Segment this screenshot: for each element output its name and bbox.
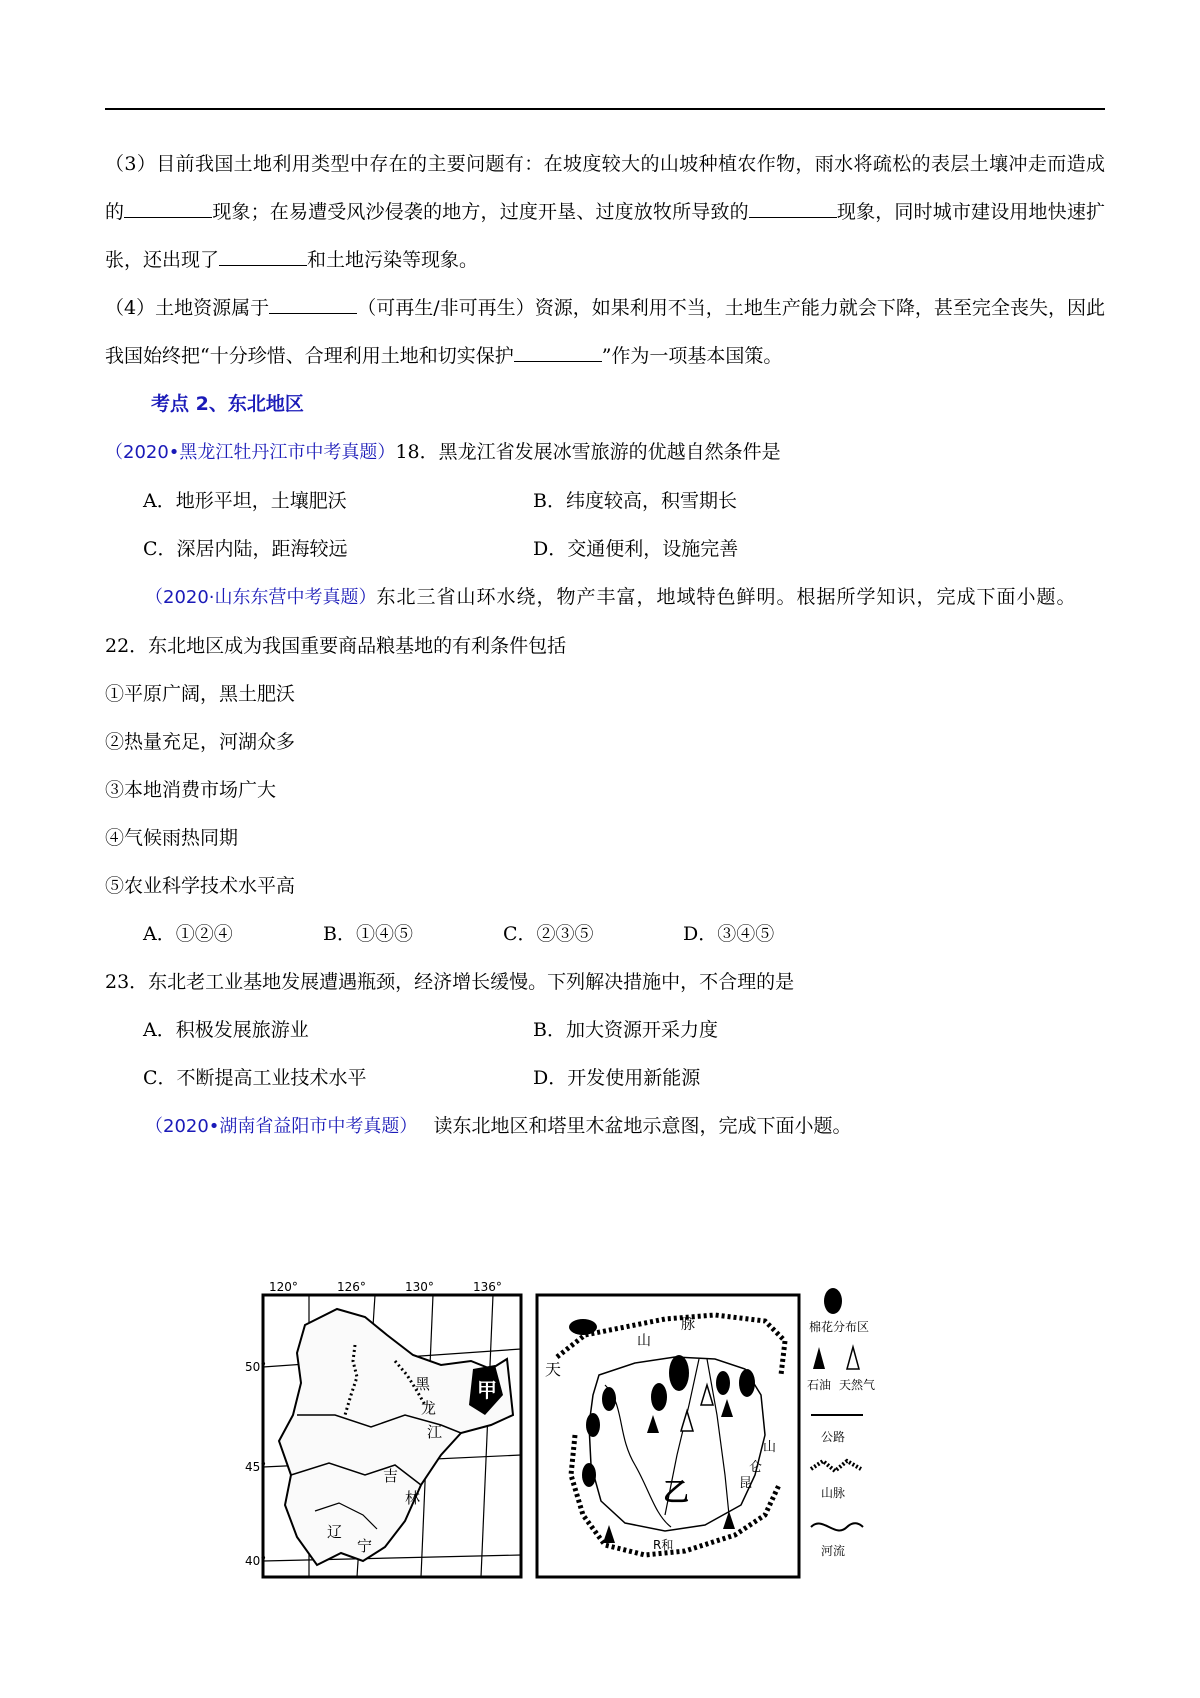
map-label: 林 — [405, 1489, 421, 1507]
map-figure — [245, 1265, 965, 1585]
cotton-area — [602, 1387, 616, 1411]
option-d[interactable]: D．③④⑤ — [683, 923, 775, 945]
map-label: 龙 — [421, 1399, 437, 1417]
question-23-stem: 23．东北老工业基地发展遭遇瓶颈，经济增长缓慢。下列解决措施中，不合理的是 — [105, 971, 795, 993]
question-23-options — [105, 1006, 1105, 1054]
question-18-stem — [105, 428, 1105, 477]
condition-item: ③本地消费市场广大 — [105, 779, 277, 801]
group-maps-intro — [105, 1102, 1105, 1151]
option-a[interactable]: A．①②④ — [143, 923, 233, 945]
map-label: 宁 — [357, 1537, 373, 1555]
option-d[interactable]: D．开发使用新能源 — [533, 1067, 701, 1089]
lat-label: 40° — [245, 1554, 267, 1568]
group-intro-text: 读东北地区和塔里木盆地示意图，完成下面小题。 — [433, 1115, 852, 1137]
question-23-options — [105, 1054, 1105, 1102]
legend-label: 石油 — [807, 1378, 832, 1392]
lat-label: 45° — [245, 1460, 267, 1474]
northeast-map — [245, 1280, 521, 1577]
lon-label: 130° — [405, 1280, 434, 1294]
river-legend-icon — [811, 1523, 863, 1530]
option-c[interactable]: C．不断提高工业技术水平 — [143, 1067, 367, 1089]
mountain-legend-icon — [811, 1461, 861, 1471]
answer-blank[interactable] — [514, 361, 602, 362]
option-b[interactable]: B．加大资源开采力度 — [533, 1019, 718, 1041]
map-legend — [807, 1288, 875, 1558]
q3-text-4: 和土地污染等现象。 — [307, 249, 479, 271]
cotton-area — [739, 1369, 755, 1397]
section-heading: 考点 2、东北地区 — [151, 393, 304, 415]
option-c[interactable]: C．深居内陆，距海较远 — [143, 538, 348, 560]
question-22-options — [105, 910, 1105, 958]
question-source: （2020•湖南省益阳市中考真题） — [145, 1116, 418, 1137]
gas-legend-icon — [847, 1347, 859, 1369]
cotton-legend-icon — [824, 1288, 842, 1314]
answer-blank[interactable] — [219, 265, 307, 266]
question-22-stem: 22．东北地区成为我国重要商品粮基地的有利条件包括 — [105, 635, 567, 657]
lon-label: 136° — [473, 1280, 502, 1294]
option-d[interactable]: D．交通便利，设施完善 — [533, 538, 739, 560]
question-source: （2020•黑龙江牡丹江市中考真题） — [105, 442, 396, 463]
option-a[interactable]: A．积极发展旅游业 — [143, 1019, 309, 1041]
legend-label: 天然气 — [839, 1378, 876, 1392]
map-label: 吉 — [383, 1467, 399, 1485]
condition-item: ④气候雨热同期 — [105, 827, 239, 849]
question-4 — [105, 284, 1105, 380]
answer-blank[interactable] — [749, 217, 837, 218]
group-intro-text: 东北三省山环水绕，物产丰富，地域特色鲜明。根据所学知识，完成下面小题。 — [376, 586, 1077, 608]
map-label: 辽 — [327, 1523, 343, 1541]
tarim-map — [537, 1295, 799, 1577]
lon-label: 120° — [269, 1280, 298, 1294]
top-rule — [105, 108, 1105, 110]
map-label: 山 — [637, 1333, 651, 1349]
question-3 — [105, 140, 1105, 284]
cotton-area — [582, 1463, 596, 1487]
map-label: 脉 — [681, 1317, 695, 1333]
cotton-area — [716, 1371, 730, 1395]
option-b[interactable]: B．①④⑤ — [323, 923, 413, 945]
question-18-options — [105, 477, 1105, 525]
map-label: 仑 — [749, 1460, 763, 1475]
q4-text-1: （4）土地资源属于 — [105, 297, 270, 319]
option-c[interactable]: C．②③⑤ — [503, 923, 594, 945]
q4-text-2: （可再生/非可再生）资源，如果利用不当，土地生产能力就会下降，甚至完全丧失，因此我国始终把“十分珍惜、合理利用土地和切实保护 — [105, 297, 1105, 367]
map-label-yi: 乙 — [663, 1478, 690, 1508]
answer-blank[interactable] — [269, 313, 357, 314]
map-label: 昆 — [739, 1476, 753, 1491]
page-content — [105, 140, 1105, 1151]
option-b[interactable]: B．纬度较高，积雪期长 — [533, 490, 737, 512]
legend-label: 河流 — [821, 1544, 846, 1558]
map-label: 江 — [427, 1423, 443, 1441]
question-18-options — [105, 525, 1105, 573]
condition-item: ②热量充足，河湖众多 — [105, 731, 296, 753]
cotton-area — [651, 1383, 667, 1411]
group-22-intro — [105, 573, 1105, 622]
lon-label: 126° — [337, 1280, 366, 1294]
cotton-area — [586, 1413, 600, 1437]
q3-text-2: 现象；在易遭受风沙侵袭的地方，过度开垦、过度放牧所导致的 — [212, 201, 749, 223]
answer-blank[interactable] — [124, 217, 212, 218]
question-text: 18．黑龙江省发展冰雪旅游的优越自然条件是 — [395, 441, 781, 463]
map-label: 天 — [545, 1360, 562, 1379]
oil-legend-icon — [813, 1347, 825, 1369]
lat-label: 50° — [245, 1360, 267, 1374]
map-label: R和 — [653, 1538, 674, 1552]
cotton-area — [669, 1355, 689, 1391]
map-label: 黑 — [415, 1375, 431, 1393]
map-label: 山 — [763, 1440, 777, 1455]
question-source: （2020·山东东营中考真题） — [145, 587, 377, 608]
q4-text-3: ”作为一项基本国策。 — [601, 345, 783, 367]
map-label-jia: 甲 — [477, 1378, 497, 1402]
legend-label: 山脉 — [821, 1486, 846, 1500]
legend-label: 棉花分布区 — [809, 1320, 870, 1334]
condition-item: ⑤农业科学技术水平高 — [105, 875, 296, 897]
q3-text-3: 现象，同时城市建设用地快速扩张，还出现了 — [105, 201, 1105, 271]
map-svg — [245, 1265, 965, 1585]
option-a[interactable]: A．地形平坦，土壤肥沃 — [143, 490, 347, 512]
q3-text-1: （3）目前我国土地利用类型中存在的主要问题有：在坡度较大的山坡种植农作物，雨水将疏松的表层土壤冲走而造成的 — [105, 153, 1105, 223]
legend-label: 公路 — [821, 1430, 846, 1444]
condition-item: ①平原广阔，黑土肥沃 — [105, 683, 296, 705]
